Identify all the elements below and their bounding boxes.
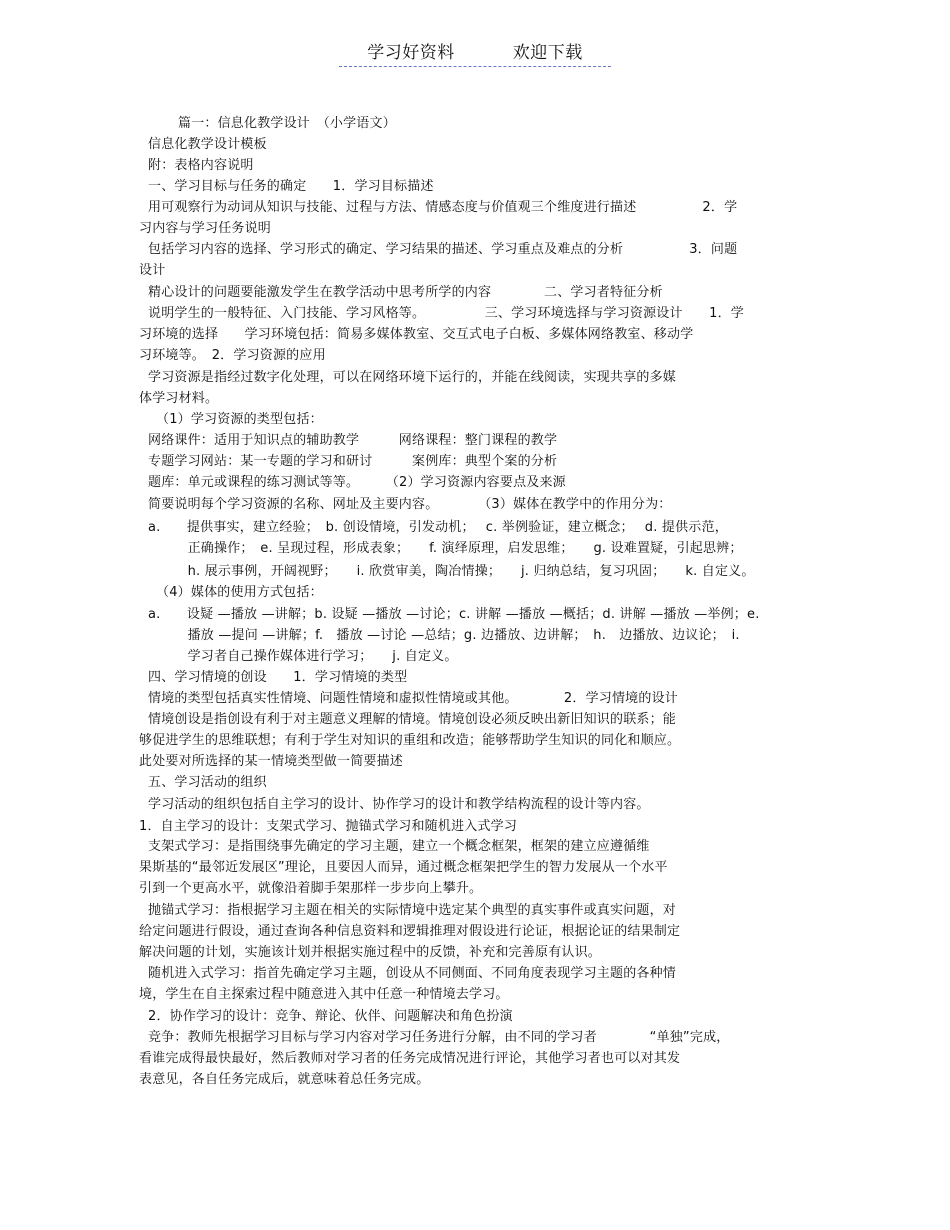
list-item: 播放 —提问 —讲解；f. 播放 —讨论 —总结；g. 边播放、边讲解； h. 边播放、边议论； i.: [148, 628, 740, 643]
list-item: 学习者自己操作媒体进行学习； j. 自定义。: [148, 649, 458, 664]
text-line: （4）媒体的使用方式包括：: [156, 585, 323, 600]
text-line: 精心设计的问题要能激发学生在教学活动中思考所学的内容 二、学习者特征分析: [148, 285, 663, 300]
text-line: 竞争：教师先根据学习目标与学习内容对学习任务进行分解，由不同的学习者 “单独”完成，: [148, 1030, 730, 1045]
text-line: 用可观察行为动词从知识与技能、过程与方法、情感态度与价值观三个维度进行描述 2．学: [148, 200, 738, 215]
text-line: 习环境的选择 学习环境包括：简易多媒体教室、交互式电子白板、多媒体网络教室、移动学: [139, 327, 694, 342]
list-item: 正确操作； e. 呈现过程，形成表象； f. 演绎原理，启发思维； g. 设难置疑，引起思辨；: [148, 541, 743, 556]
text-line: 看谁完成得最快最好，然后教师对学习者的任务完成情况进行评论，其他学习者也可以对其发: [139, 1051, 681, 1066]
text-line: 此处要对所选择的某一情境类型做一简要描述: [139, 754, 404, 769]
text-line: 学习活动的组织包括自主学习的设计、协作学习的设计和教学结构流程的设计等内容。: [148, 797, 650, 812]
text-line: 抛锚式学习：指根据学习主题在相关的实际情境中选定某个典型的真实事件或真实问题，对: [148, 903, 677, 918]
text-line: 附：表格内容说明: [148, 158, 254, 173]
text-line: 境，学生在自主探索过程中随意进入其中任意一种情境去学习。: [139, 987, 509, 1002]
text-line: 果斯基的“最邻近发展区”理论，且要因人而异，通过概念框架把学生的智力发展从一个水平: [139, 860, 668, 875]
text-line: 2．协作学习的设计：竞争、辩论、伙伴、问题解决和角色扮演: [148, 1009, 513, 1024]
header-right-text: 欢迎下载: [512, 43, 583, 63]
doc-title: 篇一：信息化教学设计 （小学语文）: [178, 116, 396, 131]
text-line: 随机进入式学习：指首先确定学习主题，创设从不同侧面、不同角度表现学习主题的各种情: [148, 966, 677, 981]
text-line: 1．自主学习的设计：支架式学习、抛锚式学习和随机进入式学习: [139, 819, 518, 834]
text-line: 说明学生的一般特征、入门技能、学习风格等。 三、学习环境选择与学习资源设计 1．学: [148, 306, 744, 321]
text-line: 引到一个更高水平，就像沿着脚手架那样一步步向上攀升。: [139, 881, 483, 896]
text-line: （1）学习资源的类型包括：: [156, 412, 323, 427]
text-line: 表意见，各自任务完成后，就意味着总任务完成。: [139, 1072, 430, 1087]
text-line: 情境创设是指创设有利于对主题意义理解的情境。情境创设必须反映出新旧知识的联系；能: [148, 712, 677, 727]
header-left-text: 学习好资料: [367, 43, 455, 63]
text-line: 简要说明每个学习资源的名称、网址及主要内容。 （3）媒体在教学中的作用分为：: [148, 497, 672, 512]
text-line: 解决问题的计划，实施该计划并根据实施过程中的反馈，补充和完善原有认识。: [139, 945, 602, 960]
section-heading: 一、学习目标与任务的确定 1．学习目标描述: [148, 179, 434, 194]
text-line: 体学习材料。: [139, 391, 219, 406]
text-line: 专题学习网站：某一专题的学习和研讨 案例库：典型个案的分析: [148, 454, 558, 469]
text-line: 设计: [139, 263, 166, 278]
list-item: a. 提供事实，建立经验； b. 创设情境，引发动机； c. 举例验证，建立概念； d. 提供示范，: [148, 520, 728, 535]
section-heading: 四、学习情境的创设 1．学习情境的类型: [148, 670, 408, 685]
text-line: 包括学习内容的选择、学习形式的确定、学习结果的描述、学习重点及难点的分析 3．问题: [148, 242, 738, 257]
section-heading: 五、学习活动的组织: [148, 775, 267, 790]
text-line: 支架式学习：是指围绕事先确定的学习主题，建立一个概念框架，框架的建立应遵循维: [148, 839, 650, 854]
text-line: 题库：单元或课程的练习测试等等。 （2）学习资源内容要点及来源: [148, 475, 566, 490]
text-line: 习环境等。 2．学习资源的应用: [139, 348, 326, 363]
list-item: h. 展示事例，开阔视野； i. 欣赏审美，陶冶情操； j. 归纳总结，复习巩固； k. 自定义。: [148, 564, 755, 579]
list-item: a. 设疑 —播放 —讲解；b. 设疑 —播放 —讨论；c. 讲解 —播放 —概括；d. 讲解 —播放 —举例；e.: [148, 607, 760, 622]
text-line: 信息化教学设计模板: [148, 137, 267, 152]
text-line: 够促进学生的思维联想；有利于学生对知识的重组和改造；能够帮助学生知识的同化和顺应。: [139, 733, 681, 748]
text-line: 学习资源是指经过数字化处理，可以在网络环境下运行的，并能在线阅读，实现共享的多媒: [148, 370, 677, 385]
text-line: 网络课件：适用于知识点的辅助教学 网络课程：整门课程的教学: [148, 433, 558, 448]
text-line: 给定问题进行假设，通过查询各种信息资料和逻辑推理对假设进行论证，根据论证的结果制定: [139, 924, 681, 939]
text-line: 习内容与学习任务说明: [139, 221, 272, 236]
text-line: 情境的类型包括真实性情境、问题性情境和虚拟性情境或其他。 2．学习情境的设计: [148, 691, 678, 706]
